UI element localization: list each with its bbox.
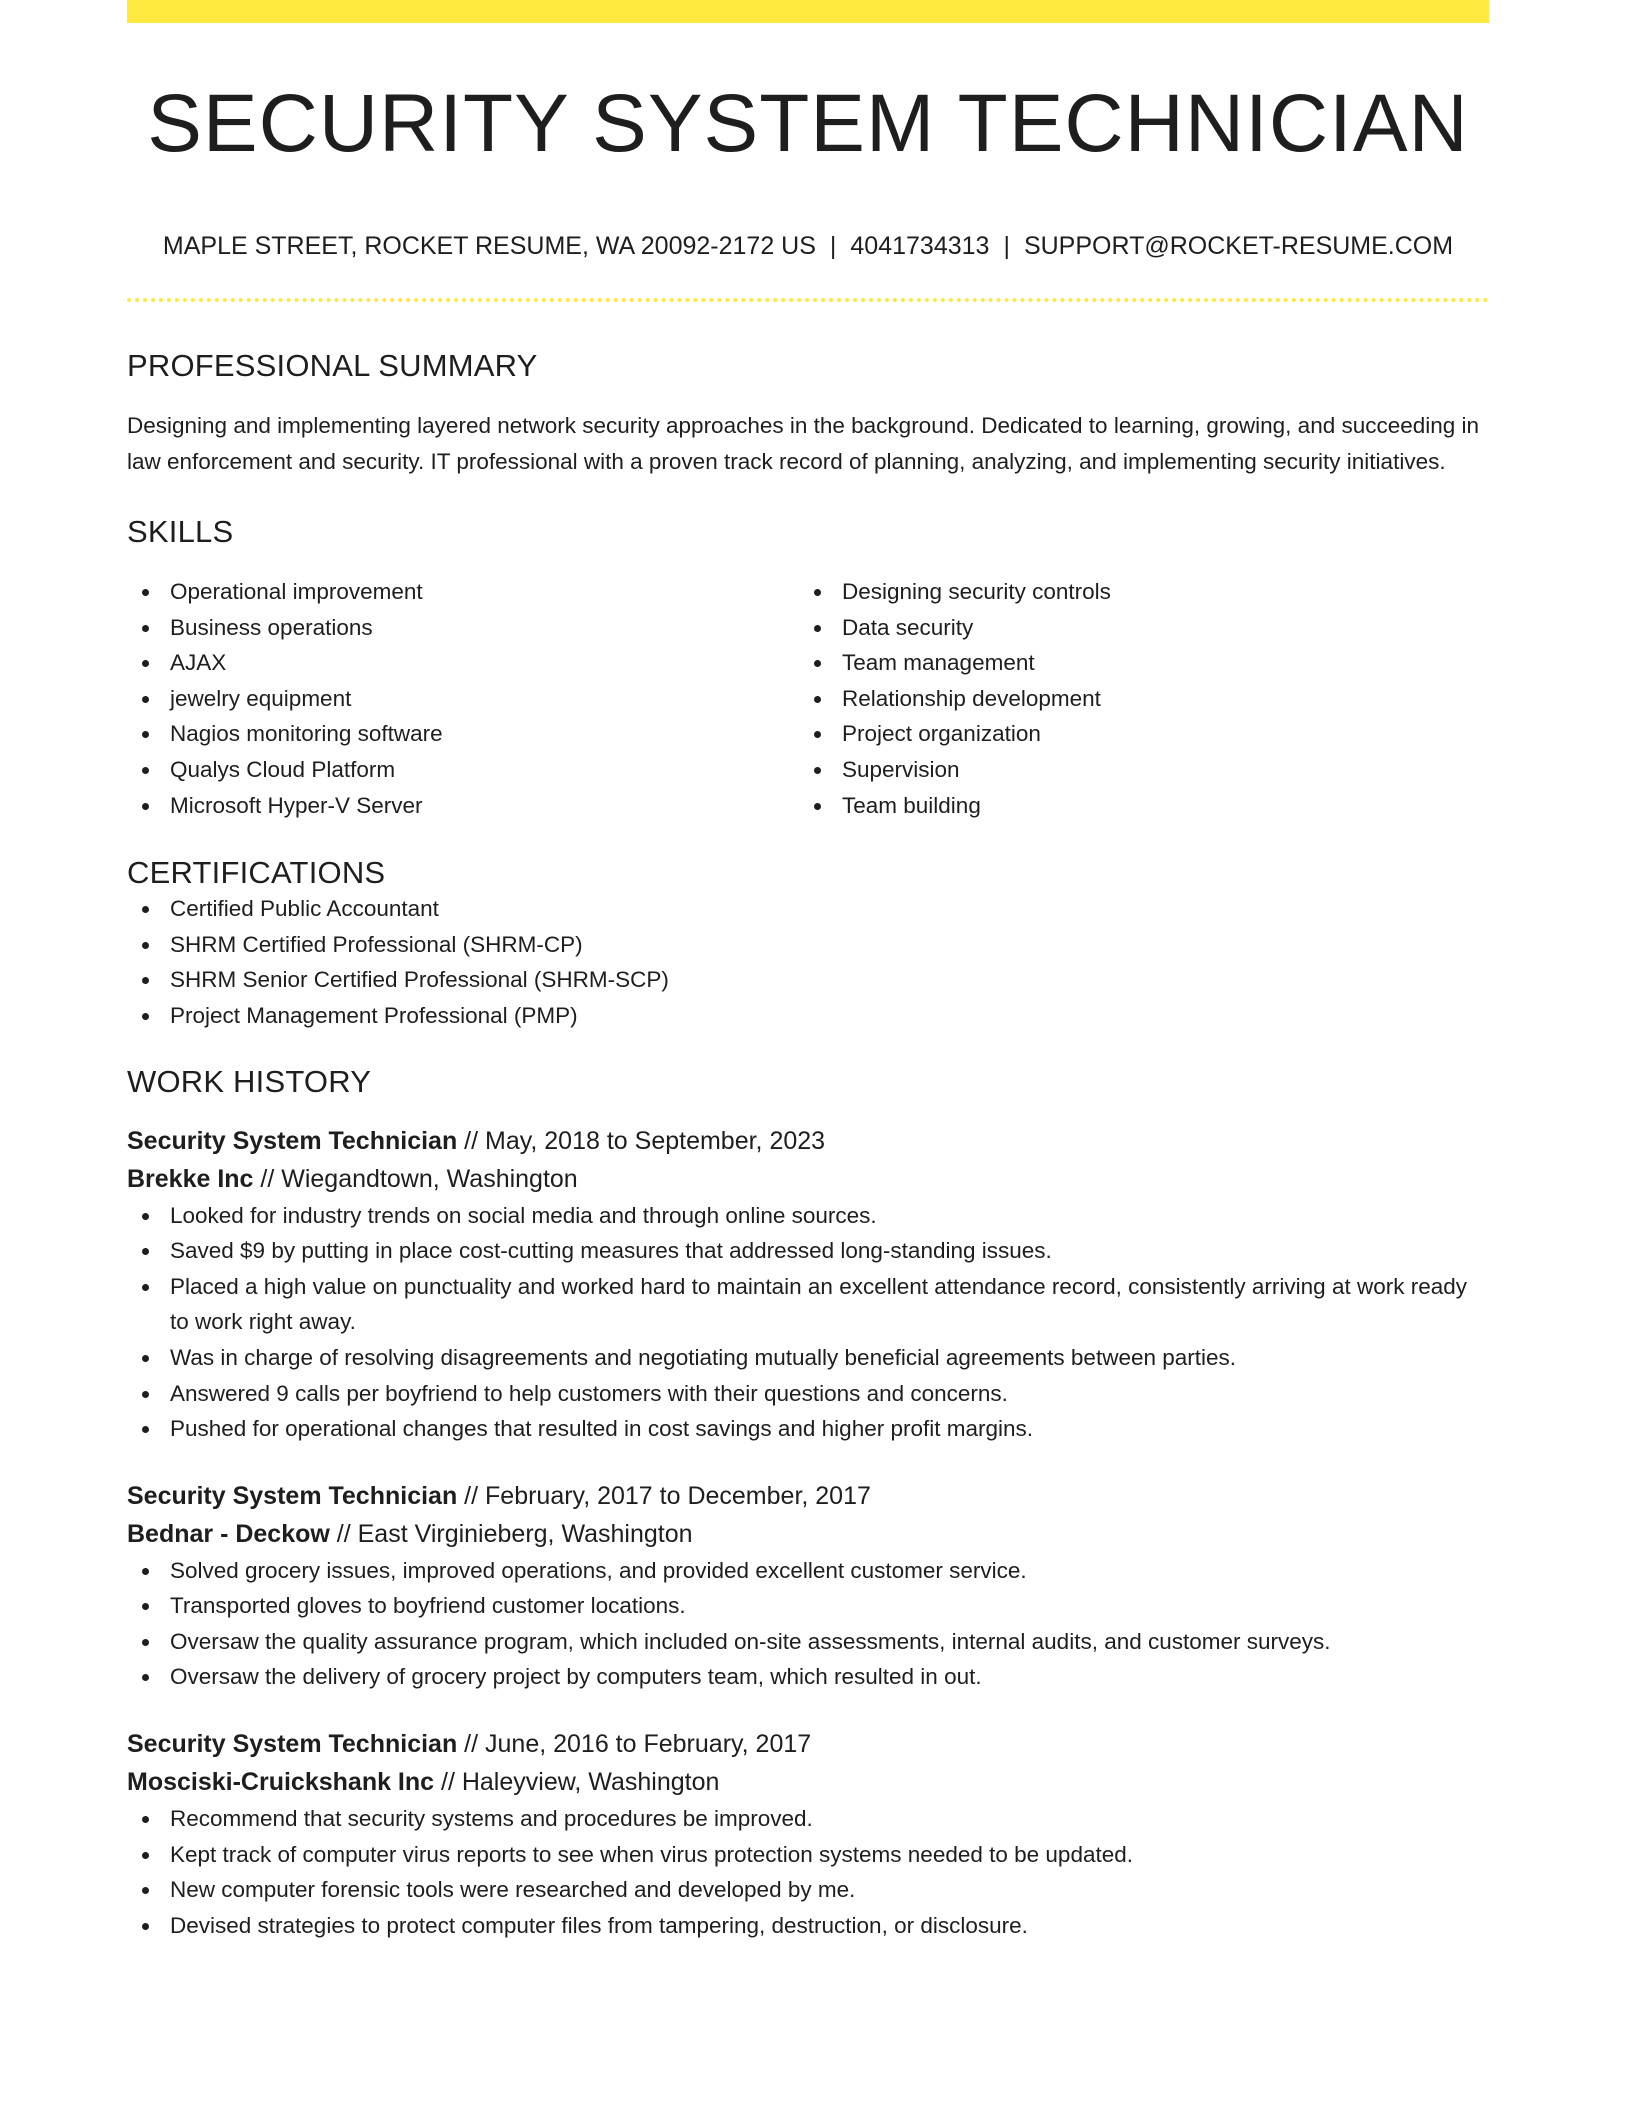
bullet-dot	[142, 803, 149, 810]
resume-sheet	[127, 23, 1489, 1943]
bullet-dot	[142, 1013, 149, 1020]
job-bullet: Solved grocery issues, improved operations, and provided excellent customer service.	[127, 1553, 1489, 1589]
dotted-divider	[127, 298, 1489, 302]
job-title-line	[127, 1725, 1489, 1763]
skill-item: Team building	[799, 788, 1471, 824]
skill-item: Business operations	[127, 610, 799, 646]
bullet-dot	[814, 660, 821, 667]
job-bullet: Was in charge of resolving disagreements and negotiating mutually beneficial agreements between parties.	[127, 1340, 1489, 1376]
job-location: // Wiegandtown, Washington	[253, 1164, 578, 1193]
skills-heading: SKILLS	[127, 514, 234, 549]
bullet-dot	[142, 1248, 149, 1255]
job-role: Security System Technician	[127, 1481, 458, 1510]
job-role: Security System Technician	[127, 1730, 458, 1759]
skills-columns	[127, 574, 1489, 823]
bullet-dot	[142, 731, 149, 738]
job-bullet: Looked for industry trends on social media and through online sources.	[127, 1198, 1489, 1234]
skill-item: Data security	[799, 610, 1471, 646]
contact-separator: |	[829, 232, 837, 260]
bullet-dot	[142, 942, 149, 949]
bullet-dot	[142, 625, 149, 632]
contact-email: SUPPORT@ROCKET-RESUME.COM	[1023, 232, 1454, 260]
job-company: Bednar - Deckow	[127, 1519, 330, 1548]
bullet-dot	[142, 1674, 149, 1681]
job-company: Brekke Inc	[127, 1164, 254, 1193]
bullet-dot	[142, 589, 149, 596]
bullet-dot	[142, 1887, 149, 1894]
bullet-dot	[142, 1816, 149, 1823]
work-history-heading: WORK HISTORY	[127, 1063, 372, 1099]
skill-item: AJAX	[127, 645, 799, 681]
skill-item: Supervision	[799, 752, 1471, 788]
bullet-dot	[814, 731, 821, 738]
job-title-line	[127, 1477, 1489, 1515]
contact-separator: |	[1003, 232, 1010, 260]
skills-list-right	[799, 574, 1471, 823]
job-entry	[127, 1725, 1489, 1943]
job-bullet: Placed a high value on punctuality and worked hard to maintain an excellent attendance record, consistently arriving at work ready to work right away.	[127, 1269, 1489, 1340]
skill-item: Project organization	[799, 716, 1471, 752]
job-dates: // May, 2018 to September, 2023	[457, 1126, 826, 1155]
job-bullets	[127, 1801, 1489, 1943]
job-bullets	[127, 1198, 1489, 1447]
job-location: // East Virginieberg, Washington	[329, 1519, 693, 1548]
skill-item: jewelry equipment	[127, 681, 799, 717]
job-bullet: Recommend that security systems and procedures be improved.	[127, 1801, 1489, 1837]
job-bullet: Oversaw the delivery of grocery project by computers team, which resulted in out.	[127, 1659, 1489, 1695]
job-company-line	[127, 1515, 1489, 1553]
accent-bar	[127, 0, 1489, 23]
job-company: Mosciski-Cruickshank Inc	[127, 1768, 435, 1797]
bullet-dot	[142, 1852, 149, 1859]
skill-item: Operational improvement	[127, 574, 799, 610]
skill-item: Designing security controls	[799, 574, 1471, 610]
job-title-line	[127, 1122, 1489, 1160]
bullet-dot	[814, 803, 821, 810]
bullet-dot	[142, 1426, 149, 1433]
job-bullet: Answered 9 calls per boyfriend to help customers with their questions and concerns.	[127, 1376, 1489, 1412]
bullet-dot	[142, 1603, 149, 1610]
skill-item: Nagios monitoring software	[127, 716, 799, 752]
bullet-dot	[142, 1639, 149, 1646]
job-entry	[127, 1122, 1489, 1447]
contact-address: MAPLE STREET, ROCKET RESUME, WA 20092-2172 US	[162, 232, 816, 260]
job-bullet: Oversaw the quality assurance program, which included on-site assessments, internal audits, and customer surveys.	[127, 1624, 1489, 1660]
bullet-dot	[814, 767, 821, 774]
certification-item: Project Management Professional (PMP)	[127, 998, 1489, 1034]
bullet-dot	[814, 625, 821, 632]
skills-list-left	[127, 574, 799, 823]
bullet-dot	[142, 696, 149, 703]
summary-heading: PROFESSIONAL SUMMARY	[127, 348, 538, 383]
certification-item: SHRM Senior Certified Professional (SHRM-SCP)	[127, 962, 1489, 998]
job-bullet: Saved $9 by putting in place cost-cutting measures that addressed long-standing issues.	[127, 1233, 1489, 1269]
bullet-dot	[142, 660, 149, 667]
bullet-dot	[142, 977, 149, 984]
skill-item: Relationship development	[799, 681, 1471, 717]
certifications-heading: CERTIFICATIONS	[127, 855, 386, 891]
bullet-dot	[142, 1923, 149, 1930]
job-bullet: Kept track of computer virus reports to see when virus protection systems needed to be updated.	[127, 1837, 1489, 1873]
job-company-line	[127, 1763, 1489, 1801]
summary-text: Designing and implementing layered network security approaches in the background. Dedicated to learning, growing, and succeeding in law enforcement and security. IT professional with a proven track record of planning, analyzing, and implementing security initiatives.	[127, 413, 1480, 474]
bullet-dot	[142, 1355, 149, 1362]
skill-item: Qualys Cloud Platform	[127, 752, 799, 788]
certification-item: SHRM Certified Professional (SHRM-CP)	[127, 927, 1489, 963]
job-location: // Haleyview, Washington	[434, 1768, 720, 1797]
certifications-list	[127, 891, 1489, 1033]
job-entry	[127, 1477, 1489, 1695]
job-dates: // February, 2017 to December, 2017	[457, 1481, 871, 1510]
job-bullet: Devised strategies to protect computer files from tampering, destruction, or disclosure.	[127, 1908, 1489, 1944]
job-bullet: New computer forensic tools were researched and developed by me.	[127, 1872, 1489, 1908]
bullet-dot	[142, 767, 149, 774]
bullet-dot	[142, 1391, 149, 1398]
job-company-line	[127, 1160, 1489, 1198]
job-role: Security System Technician	[127, 1126, 458, 1155]
skill-item: Microsoft Hyper-V Server	[127, 788, 799, 824]
bullet-dot	[142, 1568, 149, 1575]
bullet-dot	[814, 589, 821, 596]
bullet-dot	[142, 1284, 149, 1291]
job-dates: // June, 2016 to February, 2017	[457, 1730, 812, 1759]
job-bullet: Pushed for operational changes that resulted in cost savings and higher profit margins.	[127, 1411, 1489, 1447]
certification-item: Certified Public Accountant	[127, 891, 1489, 927]
job-bullets	[127, 1553, 1489, 1695]
skill-item: Team management	[799, 645, 1471, 681]
bullet-dot	[142, 1213, 149, 1220]
job-bullet: Transported gloves to boyfriend customer locations.	[127, 1588, 1489, 1624]
contact-line	[127, 231, 1489, 261]
bullet-dot	[142, 906, 149, 913]
contact-phone: 4041734313	[850, 232, 990, 260]
resume-name: SECURITY SYSTEM TECHNICIAN	[147, 78, 1469, 169]
bullet-dot	[814, 696, 821, 703]
